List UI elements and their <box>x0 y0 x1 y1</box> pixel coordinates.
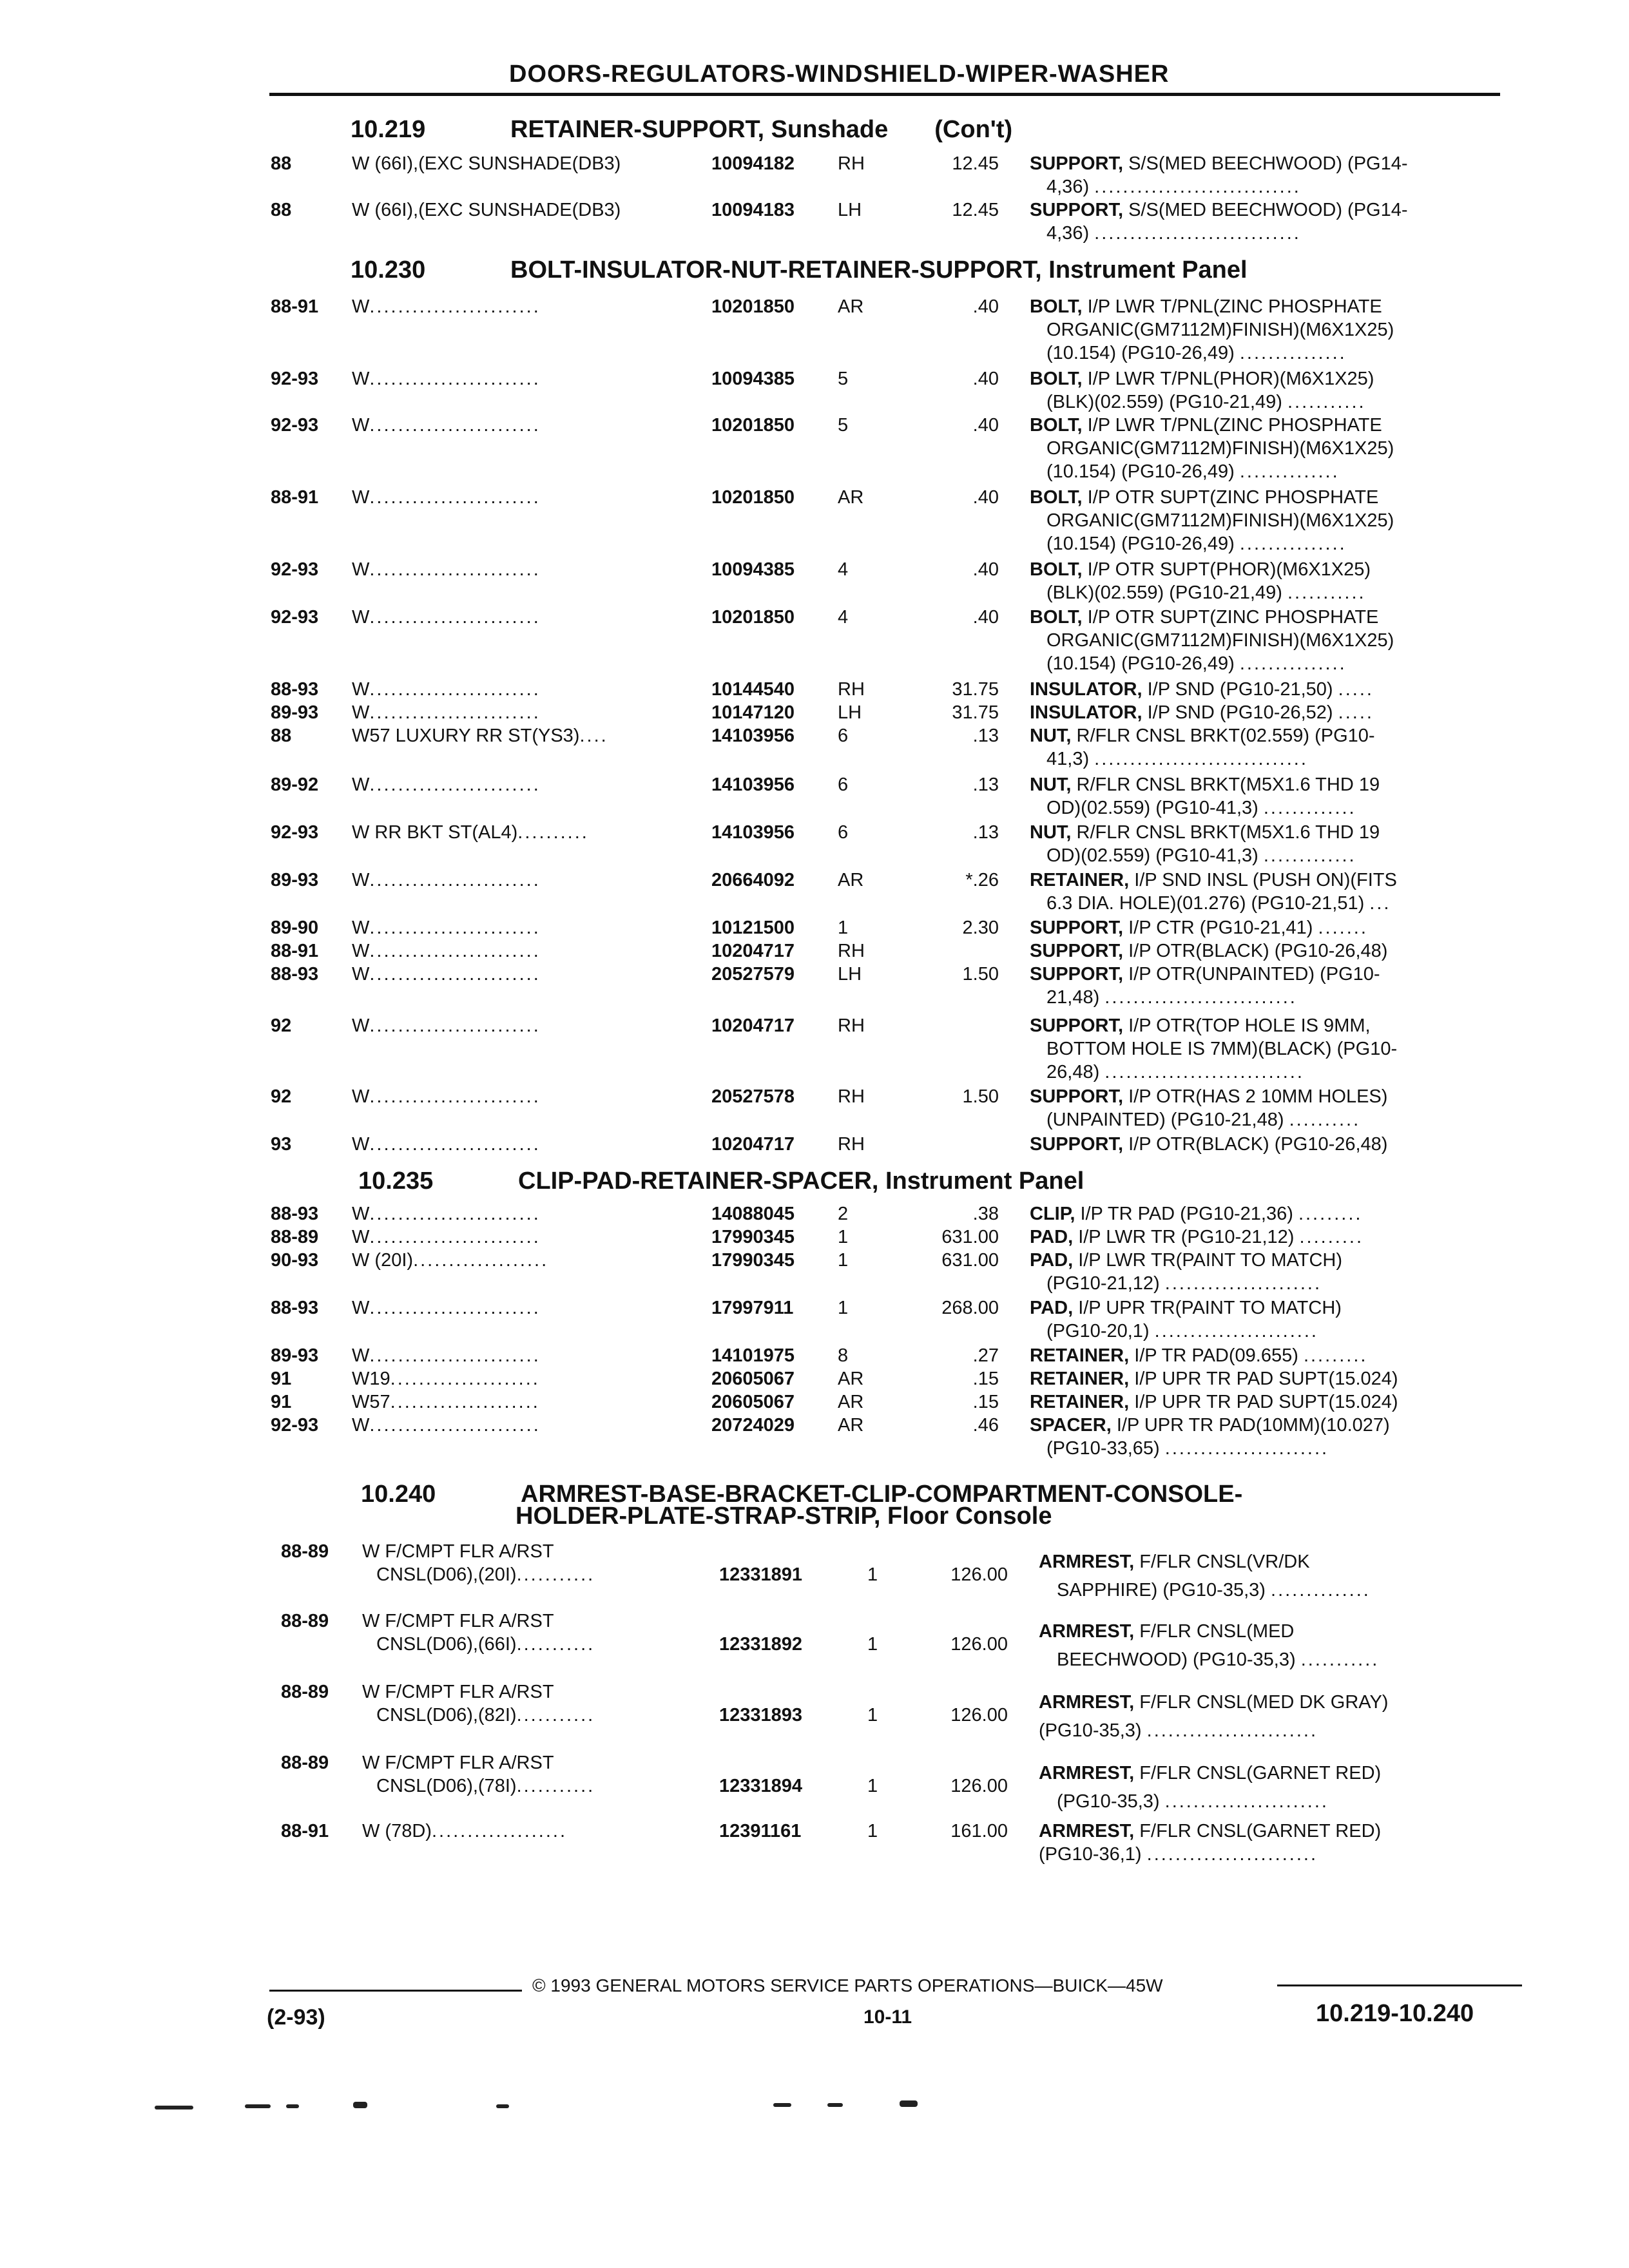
price: 31.75 <box>952 702 999 723</box>
usage: W ........................ <box>352 964 541 985</box>
description-line-2: (PG10-36,1) ........................ <box>1039 1844 1318 1865</box>
description: BOLT, I/P OTR SUPT(ZINC PHOSPHATE <box>1030 607 1379 628</box>
usage: W ........................ <box>352 487 541 508</box>
quantity: 5 <box>838 415 849 436</box>
description-line-2: ORGANIC(GM7112M)FINISH)(M6X1X25) <box>1046 510 1394 531</box>
quantity: LH <box>838 200 862 220</box>
price: 161.00 <box>950 1821 1008 1841</box>
usage: W ........................ <box>352 1134 541 1155</box>
year-range: 92-93 <box>271 369 319 389</box>
part-number: 20605067 <box>711 1392 795 1412</box>
part-number: 17990345 <box>711 1227 795 1247</box>
part-number: 10201850 <box>711 296 795 317</box>
price: .13 <box>972 726 999 746</box>
scan-artifact <box>286 2104 299 2108</box>
description: NUT, R/FLR CNSL BRKT(M5X1.6 THD 19 <box>1030 822 1380 843</box>
description: ARMREST, F/FLR CNSL(VR/DK <box>1039 1552 1310 1572</box>
price: 631.00 <box>941 1227 999 1247</box>
part-number: 17990345 <box>711 1250 795 1271</box>
description: ARMREST, F/FLR CNSL(MED DK GRAY) <box>1039 1692 1389 1713</box>
quantity: LH <box>838 702 862 723</box>
price: .27 <box>972 1345 999 1366</box>
scan-artifact <box>353 2102 367 2108</box>
description-line-2: 21,48) ........................... <box>1046 987 1297 1008</box>
description: BOLT, I/P LWR T/PNL(PHOR)(M6X1X25) <box>1030 369 1374 389</box>
scan-artifact <box>245 2104 271 2108</box>
description: SUPPORT, I/P OTR(UNPAINTED) (PG10- <box>1030 964 1380 985</box>
description: RETAINER, I/P UPR TR PAD SUPT(15.024) <box>1030 1369 1398 1389</box>
usage: W ........................ <box>352 1298 541 1318</box>
price: 12.45 <box>952 200 999 220</box>
section-heading-10-240-line-2: HOLDER-PLATE-STRAP-STRIP, Floor Console <box>516 1503 1052 1530</box>
usage: W ........................ <box>352 1204 541 1224</box>
price: 126.00 <box>950 1634 1008 1655</box>
price: 631.00 <box>941 1250 999 1271</box>
quantity: AR <box>838 870 864 890</box>
description: CLIP, I/P TR PAD (PG10-21,36) ......... <box>1030 1204 1363 1224</box>
year-range: 89-92 <box>271 774 319 795</box>
description: SUPPORT, I/P CTR (PG10-21,41) ....... <box>1030 918 1368 938</box>
price: .40 <box>972 369 999 389</box>
footer-rule-right <box>1277 1984 1522 1986</box>
usage: W ........................ <box>352 415 541 436</box>
part-number: 20605067 <box>711 1369 795 1389</box>
usage: W ........................ <box>352 941 541 961</box>
year-range: 88 <box>271 726 292 746</box>
part-number: 20664092 <box>711 870 795 890</box>
scan-artifact <box>773 2103 791 2107</box>
usage: W ........................ <box>352 296 541 317</box>
quantity: 4 <box>838 607 849 628</box>
price: 1.50 <box>962 1086 999 1107</box>
quantity: 1 <box>867 1634 878 1655</box>
price: .46 <box>972 1415 999 1436</box>
usage: W ........................ <box>352 679 541 700</box>
page-title: DOORS-REGULATORS-WINDSHIELD-WIPER-WASHER <box>509 61 1170 88</box>
usage-line-2: CNSL(D06),(20I) ........... <box>376 1564 595 1585</box>
usage: W (66I),(EXC SUNSHADE(DB3) <box>352 200 621 220</box>
description: PAD, I/P UPR TR(PAINT TO MATCH) <box>1030 1298 1342 1318</box>
year-range: 88-93 <box>271 679 319 700</box>
year-range: 88-89 <box>281 1753 329 1773</box>
usage: W (66I),(EXC SUNSHADE(DB3) <box>352 153 621 174</box>
header-rule <box>269 93 1500 96</box>
table-row <box>0 153 1629 177</box>
description-line-3: (10.154) (PG10-26,49) .............. <box>1046 461 1340 482</box>
description: RETAINER, I/P SND INSL (PUSH ON)(FITS <box>1030 870 1397 890</box>
description: NUT, R/FLR CNSL BRKT(M5X1.6 THD 19 <box>1030 774 1380 795</box>
description: INSULATOR, I/P SND (PG10-21,50) ..... <box>1030 679 1374 700</box>
description-line-2: BOTTOM HOLE IS 7MM)(BLACK) (PG10- <box>1046 1039 1398 1059</box>
description-line-2: BEECHWOOD) (PG10-35,3) ........... <box>1057 1649 1380 1670</box>
year-range: 89-90 <box>271 918 319 938</box>
part-number: 10094385 <box>711 559 795 580</box>
part-number: 10147120 <box>711 702 795 723</box>
footer-date: (2-93) <box>267 2005 325 2030</box>
usage: W ........................ <box>352 1345 541 1366</box>
quantity: 1 <box>838 1227 849 1247</box>
part-number: 14103956 <box>711 726 795 746</box>
description-line-2: (UNPAINTED) (PG10-21,48) .......... <box>1046 1110 1361 1130</box>
description: SUPPORT, I/P OTR(BLACK) (PG10-26,48) <box>1030 941 1388 961</box>
description-line-3: 26,48) ............................ <box>1046 1062 1304 1082</box>
part-number: 14103956 <box>711 774 795 795</box>
usage: W ........................ <box>352 870 541 890</box>
quantity: 1 <box>867 1564 878 1585</box>
usage: W57 LUXURY RR ST(YS3) .... <box>352 726 608 746</box>
price: .40 <box>972 607 999 628</box>
description: PAD, I/P LWR TR (PG10-21,12) ......... <box>1030 1227 1364 1247</box>
year-range: 88-91 <box>271 941 319 961</box>
year-range: 88-91 <box>271 296 319 317</box>
usage: W ........................ <box>352 702 541 723</box>
usage: W F/CMPT FLR A/RST <box>362 1611 554 1631</box>
description-line-2: ORGANIC(GM7112M)FINISH)(M6X1X25) <box>1046 438 1394 459</box>
usage: W ........................ <box>352 1086 541 1107</box>
quantity: AR <box>838 1369 864 1389</box>
description: BOLT, I/P LWR T/PNL(ZINC PHOSPHATE <box>1030 296 1382 317</box>
quantity: 1 <box>838 1298 849 1318</box>
description-line-2: 4,36) ............................. <box>1046 223 1301 244</box>
section-number: 10.219 <box>351 116 426 143</box>
quantity: RH <box>838 1086 865 1107</box>
part-number: 12331894 <box>719 1776 803 1796</box>
year-range: 89-93 <box>271 702 319 723</box>
usage-line-2: CNSL(D06),(78I) ........... <box>376 1776 595 1796</box>
quantity: 1 <box>838 918 849 938</box>
part-number: 17997911 <box>711 1298 794 1318</box>
quantity: 5 <box>838 369 849 389</box>
usage-line-2: CNSL(D06),(66I) ........... <box>376 1634 595 1655</box>
footer-page-number: 10-11 <box>863 2006 912 2028</box>
part-number: 10201850 <box>711 607 795 628</box>
quantity: LH <box>838 964 862 985</box>
year-range: 88 <box>271 200 292 220</box>
part-number: 12331892 <box>719 1634 803 1655</box>
part-number: 10094182 <box>711 153 795 174</box>
year-range: 92-93 <box>271 1415 319 1436</box>
description: ARMREST, F/FLR CNSL(GARNET RED) <box>1039 1763 1382 1783</box>
description-line-2: (PG10-35,3) ....................... <box>1057 1791 1329 1812</box>
section-title: BOLT-INSULATOR-NUT-RETAINER-SUPPORT, Instrument Panel <box>510 256 1248 284</box>
year-range: 88-93 <box>271 964 319 985</box>
description: BOLT, I/P OTR SUPT(PHOR)(M6X1X25) <box>1030 559 1371 580</box>
year-range: 88-89 <box>271 1227 319 1247</box>
description: SUPPORT, I/P OTR(TOP HOLE IS 9MM, <box>1030 1015 1371 1036</box>
description-line-2: (BLK)(02.559) (PG10-21,49) ........... <box>1046 582 1366 603</box>
year-range: 88-93 <box>271 1204 319 1224</box>
usage-line-2: CNSL(D06),(82I) ........... <box>376 1705 595 1725</box>
price: .13 <box>972 822 999 843</box>
year-range: 92 <box>271 1086 292 1107</box>
quantity: RH <box>838 153 865 174</box>
price: .40 <box>972 487 999 508</box>
part-number: 20724029 <box>711 1415 795 1436</box>
quantity: AR <box>838 487 864 508</box>
section-title: ARMREST-BASE-BRACKET-CLIP-COMPARTMENT-CONSOLE- <box>521 1481 1243 1508</box>
year-range: 89-93 <box>271 870 319 890</box>
section-number: 10.240 <box>361 1481 436 1508</box>
description: BOLT, I/P OTR SUPT(ZINC PHOSPHATE <box>1030 487 1379 508</box>
year-range: 92-93 <box>271 415 319 436</box>
scan-artifact <box>155 2106 193 2109</box>
year-range: 93 <box>271 1134 292 1155</box>
year-range: 92-93 <box>271 822 319 843</box>
year-range: 88 <box>271 153 292 174</box>
year-range: 92-93 <box>271 607 319 628</box>
quantity: 1 <box>867 1705 878 1725</box>
part-number: 12391161 <box>719 1821 802 1841</box>
quantity: RH <box>838 941 865 961</box>
part-number: 10204717 <box>711 1015 795 1036</box>
part-number: 10204717 <box>711 941 795 961</box>
description: SUPPORT, I/P OTR(BLACK) (PG10-26,48) <box>1030 1134 1388 1155</box>
description-line-3: (10.154) (PG10-26,49) ............... <box>1046 343 1347 363</box>
section-number: 10.235 <box>358 1168 434 1195</box>
description-line-2: SAPPHIRE) (PG10-35,3) .............. <box>1057 1580 1371 1600</box>
part-number: 14088045 <box>711 1204 795 1224</box>
price: .38 <box>972 1204 999 1224</box>
description-line-2: ORGANIC(GM7112M)FINISH)(M6X1X25) <box>1046 320 1394 340</box>
year-range: 89-93 <box>271 1345 319 1366</box>
description: INSULATOR, I/P SND (PG10-26,52) ..... <box>1030 702 1374 723</box>
scan-artifact <box>496 2104 509 2108</box>
description: ARMREST, F/FLR CNSL(MED <box>1039 1621 1295 1642</box>
part-number: 10094183 <box>711 200 795 220</box>
usage: W F/CMPT FLR A/RST <box>362 1753 554 1773</box>
quantity: 1 <box>867 1821 878 1841</box>
year-range: 92-93 <box>271 559 319 580</box>
price: 268.00 <box>941 1298 999 1318</box>
scan-artifact <box>900 2100 918 2107</box>
price: .13 <box>972 774 999 795</box>
year-range: 88-89 <box>281 1541 329 1562</box>
usage: W57 ..................... <box>352 1392 540 1412</box>
part-number: 14103956 <box>711 822 795 843</box>
usage: W ........................ <box>352 559 541 580</box>
price: .40 <box>972 559 999 580</box>
quantity: RH <box>838 1015 865 1036</box>
price: .15 <box>972 1369 999 1389</box>
usage: W19 ..................... <box>352 1369 540 1389</box>
usage: W (20I) ................... <box>352 1250 549 1271</box>
description: ARMREST, F/FLR CNSL(GARNET RED) <box>1039 1821 1382 1841</box>
usage: W ........................ <box>352 774 541 795</box>
year-range: 88-89 <box>281 1611 329 1631</box>
price: 2.30 <box>962 918 999 938</box>
year-range: 91 <box>271 1392 292 1412</box>
description-line-2: (PG10-21,12) ...................... <box>1046 1273 1322 1294</box>
part-number: 20527578 <box>711 1086 795 1107</box>
description: PAD, I/P LWR TR(PAINT TO MATCH) <box>1030 1250 1342 1271</box>
description: BOLT, I/P LWR T/PNL(ZINC PHOSPHATE <box>1030 415 1382 436</box>
section-heading-10-230 <box>351 256 1248 284</box>
part-number: 10094385 <box>711 369 795 389</box>
price: *.26 <box>965 870 999 890</box>
description-line-3: (10.154) (PG10-26,49) ............... <box>1046 653 1347 674</box>
section-heading-10-235 <box>358 1168 1084 1195</box>
quantity: 1 <box>838 1250 849 1271</box>
description-line-2: (PG10-33,65) ....................... <box>1046 1438 1329 1459</box>
price: 126.00 <box>950 1776 1008 1796</box>
year-range: 88-91 <box>271 487 319 508</box>
usage: W F/CMPT FLR A/RST <box>362 1541 554 1562</box>
part-number: 10144540 <box>711 679 795 700</box>
description-line-2: OD)(02.559) (PG10-41,3) ............. <box>1046 845 1356 866</box>
quantity: 6 <box>838 774 849 795</box>
footer-copyright: © 1993 GENERAL MOTORS SERVICE PARTS OPERATIONS—BUICK—45W <box>532 1975 1163 1995</box>
price: .40 <box>972 296 999 317</box>
section-heading-10-219 <box>351 116 1012 144</box>
usage: W ........................ <box>352 1227 541 1247</box>
price: 126.00 <box>950 1564 1008 1585</box>
description: SPACER, I/P UPR TR PAD(10MM)(10.027) <box>1030 1415 1390 1436</box>
description: SUPPORT, I/P OTR(HAS 2 10MM HOLES) <box>1030 1086 1388 1107</box>
usage: W F/CMPT FLR A/RST <box>362 1682 554 1702</box>
year-range: 92 <box>271 1015 292 1036</box>
usage: W ........................ <box>352 369 541 389</box>
quantity: 8 <box>838 1345 849 1366</box>
year-range: 88-89 <box>281 1682 329 1702</box>
quantity: AR <box>838 1392 864 1412</box>
description: RETAINER, I/P UPR TR PAD SUPT(15.024) <box>1030 1392 1398 1412</box>
usage: W ........................ <box>352 1415 541 1436</box>
quantity: RH <box>838 679 865 700</box>
quantity: 2 <box>838 1204 849 1224</box>
section-number: 10.230 <box>351 256 426 284</box>
part-number: 10121500 <box>711 918 795 938</box>
price: 12.45 <box>952 153 999 174</box>
quantity: 1 <box>867 1776 878 1796</box>
part-number: 12331893 <box>719 1705 803 1725</box>
description: SUPPORT, S/S(MED BEECHWOOD) (PG14- <box>1030 153 1408 174</box>
footer-rule-left <box>269 1990 522 1992</box>
usage: W ........................ <box>352 918 541 938</box>
price: 31.75 <box>952 679 999 700</box>
description-line-2: 41,3) .............................. <box>1046 749 1308 769</box>
description-line-2: 6.3 DIA. HOLE)(01.276) (PG10-21,51) ... <box>1046 893 1391 914</box>
quantity: 6 <box>838 822 849 843</box>
section-continued: (Con't) <box>934 116 1013 143</box>
quantity: AR <box>838 296 864 317</box>
usage: W ........................ <box>352 1015 541 1036</box>
part-number: 10201850 <box>711 415 795 436</box>
description-line-2: (PG10-35,3) ........................ <box>1039 1720 1318 1741</box>
section-title: CLIP-PAD-RETAINER-SPACER, Instrument Panel <box>518 1168 1084 1195</box>
usage: W ........................ <box>352 607 541 628</box>
price: .40 <box>972 415 999 436</box>
description-line-2: ORGANIC(GM7112M)FINISH)(M6X1X25) <box>1046 630 1394 651</box>
year-range: 88-93 <box>271 1298 319 1318</box>
scan-artifact <box>827 2103 843 2107</box>
quantity: 4 <box>838 559 849 580</box>
year-range: 90-93 <box>271 1250 319 1271</box>
quantity: 6 <box>838 726 849 746</box>
part-number: 14101975 <box>711 1345 795 1366</box>
section-title: RETAINER-SUPPORT, Sunshade <box>510 116 889 143</box>
quantity: AR <box>838 1415 864 1436</box>
description: RETAINER, I/P TR PAD(09.655) ......... <box>1030 1345 1368 1366</box>
description: SUPPORT, S/S(MED BEECHWOOD) (PG14- <box>1030 200 1408 220</box>
description-line-3: (10.154) (PG10-26,49) ............... <box>1046 533 1347 554</box>
usage: W (78D) ................... <box>362 1821 568 1841</box>
part-number: 20527579 <box>711 964 795 985</box>
part-number: 10204717 <box>711 1134 795 1155</box>
year-range: 88-91 <box>281 1821 329 1841</box>
price: 126.00 <box>950 1705 1008 1725</box>
description-line-2: (PG10-20,1) ....................... <box>1046 1321 1318 1341</box>
description-line-2: 4,36) ............................. <box>1046 177 1301 197</box>
quantity: RH <box>838 1134 865 1155</box>
price: .15 <box>972 1392 999 1412</box>
description-line-2: OD)(02.559) (PG10-41,3) ............. <box>1046 798 1356 818</box>
description-line-2: (BLK)(02.559) (PG10-21,49) ........... <box>1046 392 1366 412</box>
part-number: 10201850 <box>711 487 795 508</box>
price: 1.50 <box>962 964 999 985</box>
usage: W RR BKT ST(AL4) .......... <box>352 822 589 843</box>
description: NUT, R/FLR CNSL BRKT(02.559) (PG10- <box>1030 726 1375 746</box>
year-range: 91 <box>271 1369 292 1389</box>
part-number: 12331891 <box>719 1564 803 1585</box>
footer-section-range: 10.219-10.240 <box>1316 2000 1474 2027</box>
